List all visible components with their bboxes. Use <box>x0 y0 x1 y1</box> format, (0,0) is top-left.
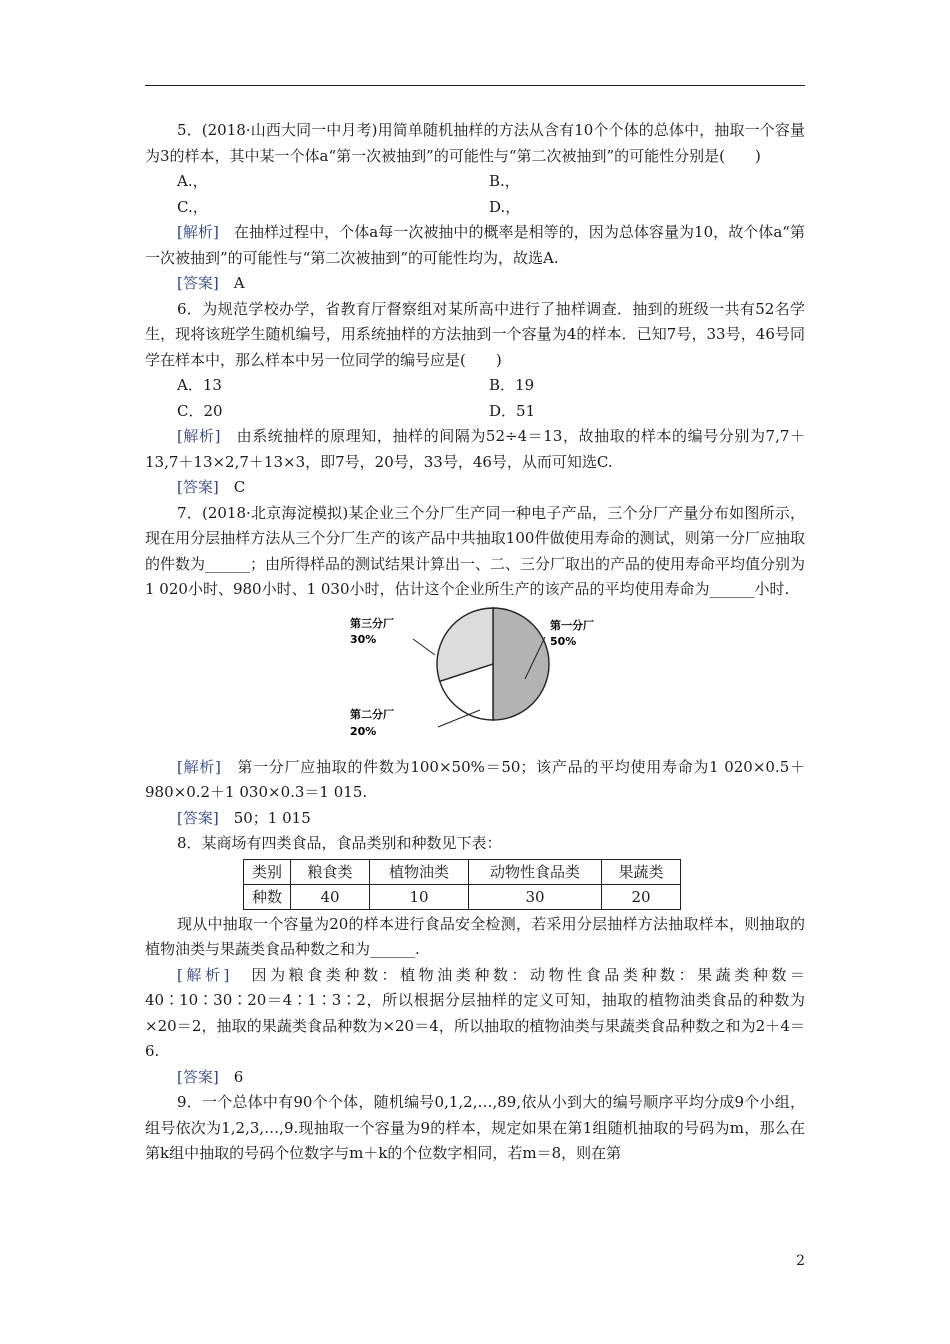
q8-analysis-text: 因为粮食类种数：植物油类种数：动物性食品类种数：果蔬类种数＝40∶10∶30∶20＝4∶1∶3∶2，所以根据分层抽样的定义可知，抽取的植物油类食品的种数为×20＝2，抽取的果蔬类食品种数为×20＝4，所以抽取的植物油类与果蔬类食品种数之和为2＋4＝6. <box>145 965 805 1060</box>
leader-line-third <box>413 639 435 655</box>
q6-option-d: D．51 <box>489 401 536 420</box>
q5-answer <box>145 271 805 297</box>
q8-stem: 8．某商场有四类食品，食品类别和种数见下表： <box>177 834 502 852</box>
q5-option-c: C.， <box>177 197 208 216</box>
q6-analysis-tag: [解析] <box>177 427 221 445</box>
q6-stem: 6．为规范学校办学，省教育厅督察组对某所高中进行了抽样调查．抽到的班级一共有52名学生，现将该班学生随机编号，用系统抽样的方法抽到一个容量为4的样本．已知7号，33号，46号同学在样本中，那么样本中另一位同学的编号应是( ) <box>145 299 805 369</box>
q5-analysis-text: 在抽样过程中，个体a每一次被抽中的概率是相等的，因为总体容量为10，故个体a“第一次被抽到”的可能性与“第二次被抽到”的可能性均为，故选A. <box>145 223 805 267</box>
q8-stem2: 现从中抽取一个容量为20的样本进行食品安全检测，若采用分层抽样方法抽取样本，则抽取的植物油类与果蔬类食品种数之和为______. <box>145 914 805 958</box>
q7-analysis-text: 第一分厂应抽取的件数为100×50%＝50；该产品的平均使用寿命为1 020×0.5＋980×0.2＋1 030×0.3＝1 015. <box>145 757 805 801</box>
pie-label-first: 第一分厂 <box>550 618 594 632</box>
food-table <box>243 859 681 910</box>
leader-line-second <box>438 710 480 727</box>
pie-chart-container <box>145 607 805 749</box>
q8-analysis <box>145 963 805 1065</box>
table-row <box>244 859 681 884</box>
q6-options-row2 <box>145 399 805 425</box>
q5-options-row1 <box>145 169 805 195</box>
table-row-head: 种数 <box>244 884 291 909</box>
q8-answer <box>145 1065 805 1091</box>
table-header-cell: 植物油类 <box>370 859 469 884</box>
q8-answer-text: 6 <box>218 1067 244 1086</box>
table-header-cell: 果蔬类 <box>602 859 681 884</box>
q5-option-a: A.， <box>177 172 208 190</box>
table-header-cell: 动物性食品类 <box>469 859 602 884</box>
q7-stem: 7．(2018·北京海淀模拟)某企业三个分厂生产同一种电子产品，三个分厂产量分布如图所示，现在用分层抽样方法从三个分厂生产的该产品中共抽取100件做使用寿命的测试，则第一分厂应抽取的件数为______；由所得样品的测试结果计算出一、二、三分厂取出的产品的使用寿命平均值分别为1 020小时、980小时、1 030小时，估计这个企业所生产的该产品的平均使用寿命为______小时. <box>145 503 806 598</box>
q6-options-row1 <box>145 373 805 399</box>
q5-option-b: B.， <box>489 172 520 190</box>
q6-answer-text: C <box>218 478 246 496</box>
q5-option-d: D.， <box>489 197 521 216</box>
table-cell: 30 <box>469 884 602 909</box>
q5-options-row2 <box>145 195 805 221</box>
q6-answer <box>145 475 805 501</box>
q5-answer-text: A <box>218 274 245 292</box>
table-header-cell: 粮食类 <box>291 859 370 884</box>
q5-analysis <box>145 220 805 271</box>
q5-stem: 5．(2018·山西大同一中月考)用简单随机抽样的方法从含有10个个体的总体中，抽取一个容量为3的样本，其中某一个体a“第一次被抽到”的可能性与“第二次被抽到”的可能性分别是( ) <box>145 121 805 165</box>
q7-answer-tag: [答案] <box>177 808 219 827</box>
table-cell: 10 <box>370 884 469 909</box>
q5-analysis-tag: [解析] <box>177 223 219 241</box>
header-rule <box>145 85 805 86</box>
q9-stem: 9．一个总体中有90个个体，随机编号0,1,2,…,89,依从小到大的编号顺序平均分成9个小组，组号依次为1,2,3,…,9.现抽取一个容量为9的样本，规定如果在第1组随机抽取的号码为m，那么在第k组中抽取的号码个位数字与m＋k的个位数字相同，若m＝8，则在第 <box>145 1093 805 1162</box>
pie-label-second: 第二分厂 <box>350 707 394 721</box>
pie-chart <box>320 607 620 749</box>
pie-slice-first <box>493 608 549 720</box>
page-number: 2 <box>796 1253 805 1269</box>
pie-label-third: 第三分厂 <box>350 616 394 630</box>
table-row <box>244 884 681 909</box>
q7-answer <box>145 806 805 832</box>
q7-answer-text: 50；1 015 <box>218 808 311 827</box>
q6-analysis <box>145 424 805 475</box>
document-body <box>145 118 805 1167</box>
q6-option-c: C．20 <box>177 401 223 420</box>
q8-analysis-tag: [解析] <box>177 965 230 984</box>
q6-option-a: A．13 <box>177 376 222 394</box>
pie-value-third: 30% <box>350 632 377 646</box>
table-cell: 20 <box>602 884 681 909</box>
pie-value-first: 50% <box>550 634 577 648</box>
q6-answer-tag: [答案] <box>177 478 219 496</box>
table-cell: 40 <box>291 884 370 909</box>
q6-option-b: B．19 <box>489 376 535 394</box>
table-row-head: 类别 <box>244 859 291 884</box>
pie-value-second: 20% <box>350 724 377 738</box>
q8-answer-tag: [答案] <box>177 1067 219 1086</box>
q5-answer-tag: [答案] <box>177 274 219 292</box>
q7-analysis-tag: [解析] <box>177 757 221 776</box>
q6-analysis-text: 由系统抽样的原理知，抽样的间隔为52÷4＝13，故抽取的样本的编号分别为7,7＋13,7＋13×2,7＋13×3，即7号，20号，33号，46号，从而可知选C. <box>145 427 805 471</box>
q7-analysis <box>145 755 805 806</box>
